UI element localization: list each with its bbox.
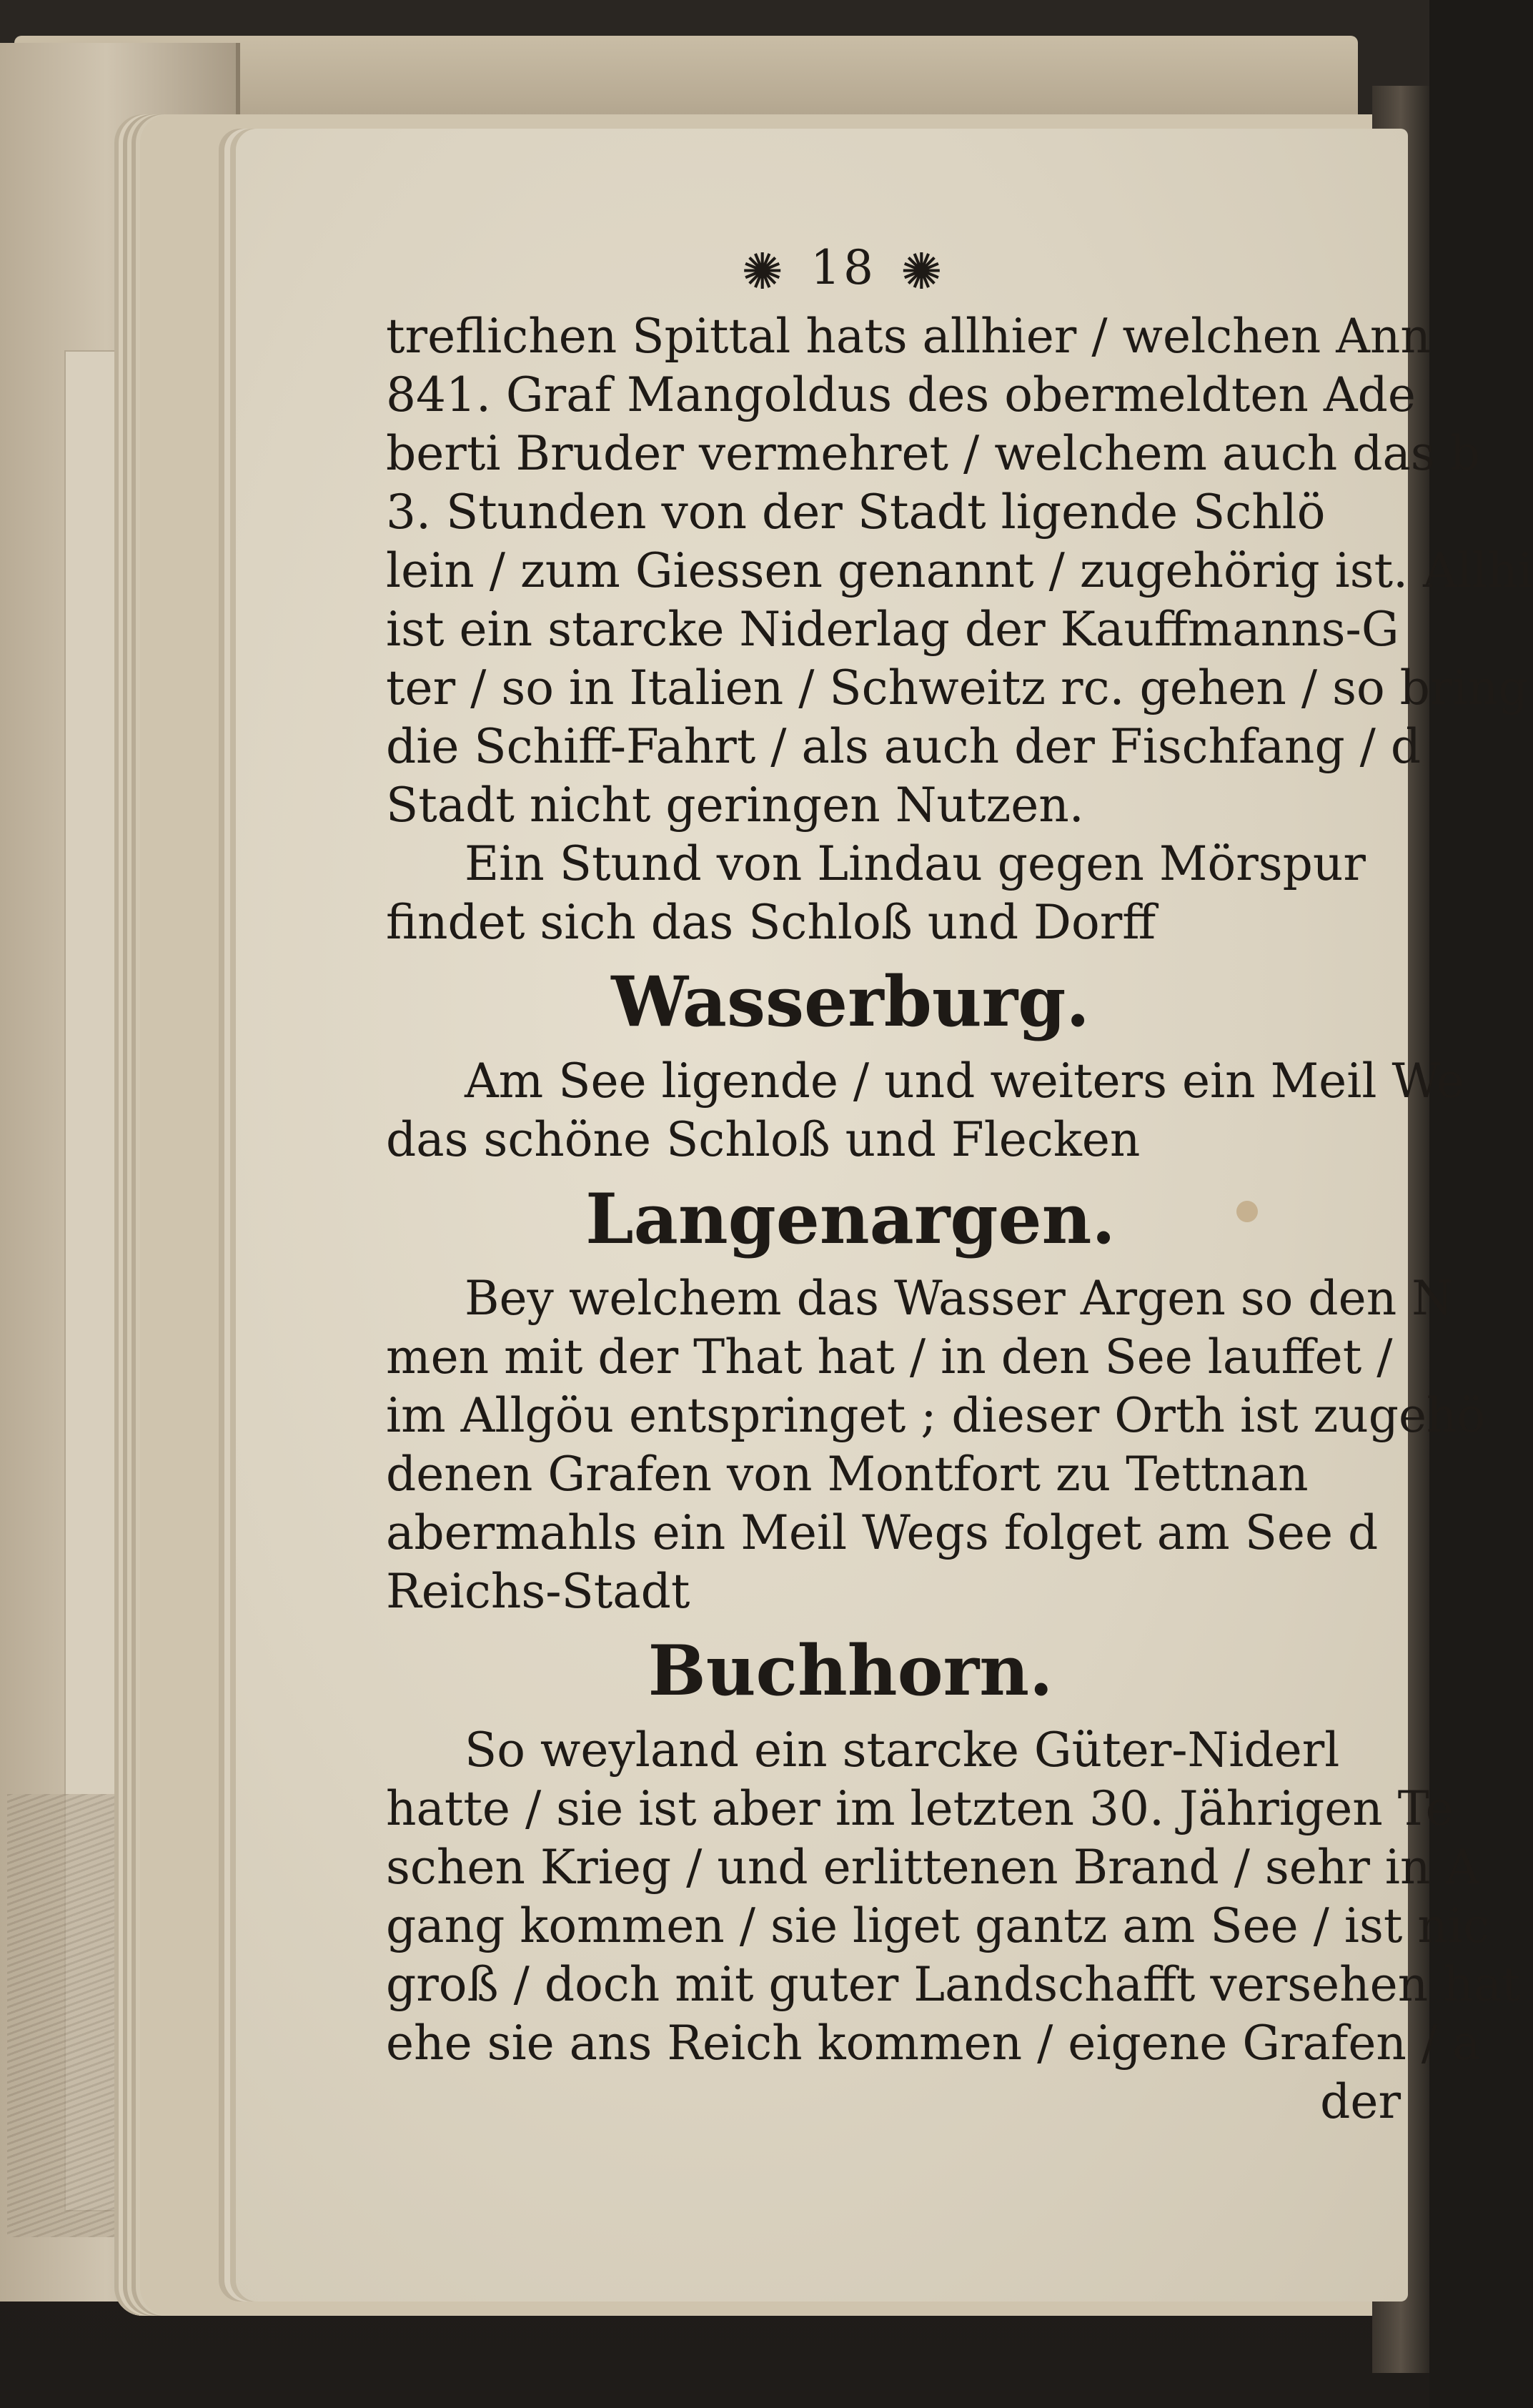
text-line: im Allgöu entspringet ; dieser Orth ist zugehö <box>386 1388 1486 1443</box>
text-line: die Schiff-Fahrt / als auch der Fischfang / d <box>386 719 1422 774</box>
ornament-right-icon: ✺ <box>900 242 946 301</box>
paragraph-4 <box>386 1269 1486 1621</box>
catchword: der <box>1320 2074 1401 2129</box>
text-line: Am See ligende / und weiters ein Meil We <box>465 1054 1464 1109</box>
text-line: gang kommen / sie liget gantz am See / ist nic <box>386 1898 1489 1953</box>
text-line: Bey welchem das Wasser Argen so den N <box>465 1271 1453 1326</box>
text-line: findet sich das Schloß und Dorff <box>386 895 1156 950</box>
page-text <box>386 236 1533 2131</box>
text-line: ehe sie ans Reich kommen / eigene Grafen / a <box>386 2016 1481 2071</box>
text-line: lein / zum Giessen genannt / zugehörig ist. Allhi <box>386 543 1533 598</box>
text-line: Ein Stund von Lindau gegen Mörspur <box>465 836 1366 891</box>
ornament-left-icon: ✺ <box>741 242 786 301</box>
text-line: 3. Stunden von der Stadt ligende Schlö <box>386 485 1326 540</box>
heading-buchhorn: Buchhorn. <box>648 1630 1053 1711</box>
page-header <box>286 236 1401 307</box>
text-line: So weyland ein starcke Güter-Niderl <box>465 1723 1340 1778</box>
text-line: treflichen Spittal hats allhier / welchen Ann <box>386 309 1431 364</box>
paragraph-1 <box>386 307 1533 835</box>
engraving-fragment <box>7 1794 121 2237</box>
text-line: denen Grafen von Montfort zu Tettnan <box>386 1447 1309 1502</box>
text-line: men mit der That hat / in den See lauffet / <box>386 1329 1393 1384</box>
text-line: ist ein starcke Niderlag der Kauffmanns-G <box>386 602 1399 657</box>
text-line: 841. Graf Mangoldus des obermeldten Ade <box>386 367 1416 422</box>
text-line: groß / doch mit guter Landschafft versehen hat <box>386 1957 1521 2012</box>
text-line: Stadt nicht geringen Nutzen. <box>386 778 1084 833</box>
text-line: ter / so in Italien / Schweitz rc. gehen / so bring <box>386 660 1529 715</box>
text-line: berti Bruder vermehret / welchem auch das b <box>386 426 1480 481</box>
text-line: schen Krieg / und erlittenen Brand / sehr in A <box>386 1840 1480 1895</box>
text-line: hatte / sie ist aber im letzten 30. Jährigen Te <box>386 1781 1454 1836</box>
paragraph-3 <box>386 1052 1464 1169</box>
book-page <box>236 129 1533 2302</box>
text-line: Reichs-Stadt <box>386 1564 690 1619</box>
text-line: das schöne Schloß und Flecken <box>386 1112 1141 1167</box>
heading-langenargen: Langenargen. <box>585 1179 1116 1259</box>
heading-wasserburg: Wasserburg. <box>611 961 1090 1042</box>
paragraph-2 <box>386 835 1401 952</box>
text-line: abermahls ein Meil Wegs folget am See d <box>386 1505 1379 1560</box>
page-number: 18 <box>810 240 876 295</box>
paragraph-5 <box>386 1721 1521 2131</box>
